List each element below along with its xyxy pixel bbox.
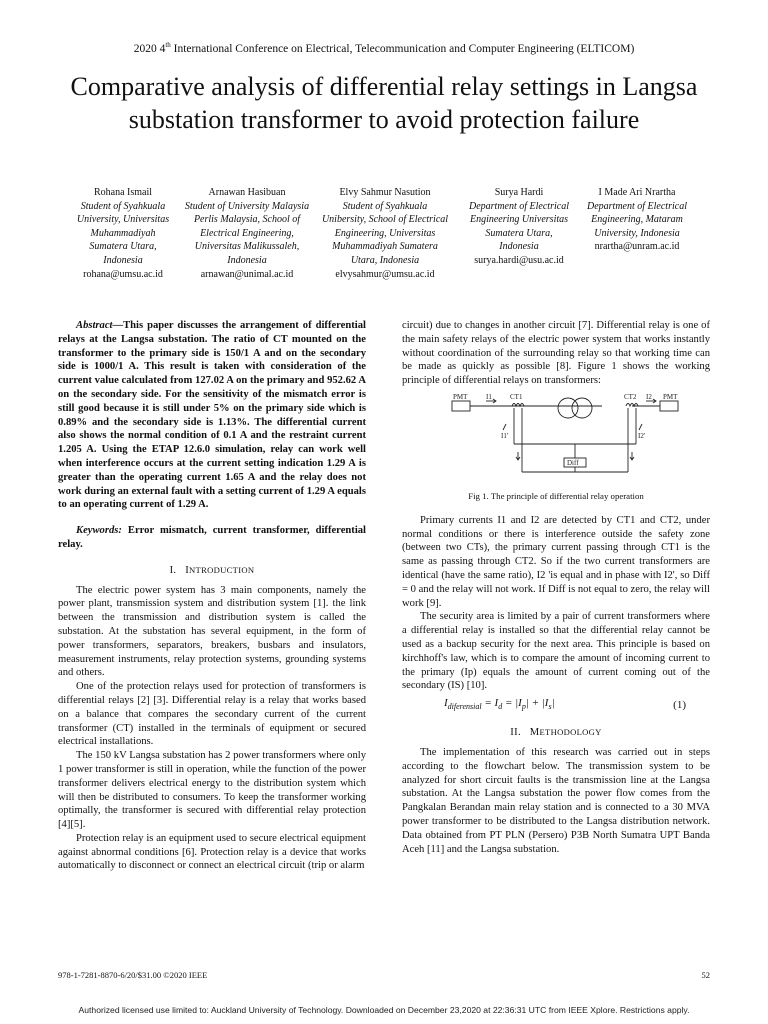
abstract: Abstract—This paper discusses the arrangement of differential relays at the Langsa substation. The ratio of CT mounted on the transformer to the primary side is 150/1 A and on the secondary side is 1000/1 A. This result is taken with consideration of the current value calculated from 127.02 A on the primary and 952.62 A on the secondary side. For the sensitivity of the mismatch error is still good because it is still under 5% on the primary side which is 0.89% and the secondary side is 1.13%. The differential current also shows the normal condition of 0.1 A and the restraint current 1.205 A. Using the ETAP 12.6.0 simulation, relay can work well when interference occurs at the current setting indication 1.29 A is greater than the operating current 1.65 A and the relay does not work during an external fault with a setting current of 1.29 A equals to an operating current of 1.29 A. [58,320,366,511]
section-heading-methodology: II. METHODOLOGY [510,727,602,739]
equation-1 [402,697,710,714]
license-notice: Authorized licensed use limited to: Auckland University of Technology. Downloaded on December 23,2020 at 22:36:31 UTC from IEEE Xplore. Restrictions apply. [78,1005,690,1015]
label-i2: I2 [646,393,652,401]
body-paragraph: One of the protection relays used for protection of transformers is differential relays [2] [3]. Differential relay is a relay that works based on a balance that compares the secondary current of the current transformer (CT) installed in the terminals of equipment or secured electrical installations. [58,681,366,748]
body-paragraph: The electric power system has 3 main components, namely the power plant, transmission system and distribution system [1]. the link between the transmission and distribution system is called the substation. At the substation has several equipment, in the form of power transformers, separators, breakers, busbars and insulators, measurement instruments, relay protection systems, grounding systems and others. [58,584,366,679]
section-heading-introduction: I. INTRODUCTION [169,564,255,576]
conference-header: 2020 4th International Conference on Electrical, Telecommunication and Computer Engineering (ELTICOM) [133,41,635,55]
author-email: arnawan@unimal.ac.id [200,268,294,280]
label-i1-prime: I1' [501,431,509,440]
body-paragraph: Primary currents I1 and I2 are detected by CT1 and CT2, under normal conditions or there is interference outside the safety zone (between two CTs), the primary current passing through CT1 is the same as passing through CT2. So if the two current transformers are identical (have the same ratio), I2 'is equal and in phase with I2', so Diff = 0 and the relay will not work. If Diff is not equal to zero, the relay will work [9]. [402,514,710,609]
author-affiliation: Student of University Malaysia Perlis Malaysia, School of Electrical Engineering, Universitas Malikussaleh, Indonesia [184,200,310,266]
body-paragraph: The security area is limited by a pair of current transformers where a differential relay is installed so that the differential relay cannot be used as a backup security for the next area. This principle is based on kirchhoff's law, which is to compare the amount of incoming current to the primary (Ip) equals the amount of current coming out of the secondary (IS) [10]. [402,611,710,692]
label-diff: Diff [567,458,579,467]
transformer-winding-2 [572,398,592,418]
label-pmt-right: PMT [663,393,678,401]
author-email: elvysahmur@umsu.ac.id [335,268,435,280]
author-affiliation: Department of Electrical Engineering Universitas Sumatera Utara, Indonesia [469,200,569,253]
body-paragraph: The implementation of this research was carried out in steps according to the flowchart below. The transmission system to be analyzed for short circuit faults is the transmission line at the Langsa substation. At the Langsa substation the power flow comes from the Pangkalan Berandan main relay station and is connected to a 30 MVA power transformer to be distributed to the Langsa distribution network. Data obtained from PT PLN (Persero) P3B North Sumatra UPT Banda Aceh [11] and the Langsa substation. [402,746,710,855]
author-1 [58,186,188,281]
body-paragraph: circuit) due to changes in another circuit [7]. Differential relay is one of the main safety relays of the electric power system that works instantly without coordination of the surrounding relay so that working time can be made as quickly as possible [8]. Figure 1 shows the working principle of differential relays on transformers: [402,320,710,387]
page-number: 52 [701,970,710,980]
body-paragraph: Protection relay is an equipment used to secure electrical equipment against abnormal conditions [6]. Protection relay is a device that works automatically to disconnect or connect an electrical circuit (trip or alarm [58,832,366,872]
author-affiliation: Student of Syahkuala University, Universitas Muhammadiyah Sumatera Utara, Indonesia [76,200,170,266]
label-i1: I1 [486,393,492,401]
label-pmt-left: PMT [453,393,468,401]
author-name: I Made Ari Nrartha [598,187,676,198]
isbn-footer: 978-1-7281-8870-6/20/$31.00 ©2020 IEEE [58,970,208,980]
body-paragraph: The 150 kV Langsa substation has 2 power transformers where only 1 power transformer is still in operation, while the function of the power transformer delivers electrical energy to the distribution system which will then be distributed to consumers. To keep the transformer working optimally, the transformer is secured with differential relay protection [4][5]. [58,750,366,831]
right-column [402,319,710,856]
author-affiliation: Student of Syahkuala Unibersity, School of Electrical Engineering, Universitas Muhammadiyah Sumatera Utara, Indonesia [321,200,449,266]
equation-number: (1) [673,698,686,711]
figure-caption: Fig 1. The principle of differential relay operation [468,490,644,501]
paper-title: Comparative analysis of differential relay settings in Langsa substation transformer to avoid protection failure [70,72,698,134]
differential-relay-diagram [402,394,710,484]
left-column [58,319,366,873]
author-5 [572,186,702,254]
equation-body: $I_{diferensial} = I_d = |I_p| + |I_s|$ [444,697,555,712]
author-email: rohana@umsu.ac.id [83,268,163,280]
breaker-right [660,401,678,411]
label-i2-prime: I2' [638,431,646,440]
author-4 [454,186,584,268]
label-ct2: CT2 [624,393,637,401]
author-name: Surya Hardi [494,187,544,198]
author-3 [320,186,450,281]
author-email: surya.hardi@usu.ac.id [474,254,564,266]
author-affiliation: Department of Electrical Engineering, Mataram University, Indonesia [587,200,687,239]
author-name: Elvy Sahmur Nasution [339,187,431,198]
figure-1 [402,394,710,484]
author-name: Arnawan Hasibuan [208,187,286,198]
author-email: nrartha@unram.ac.id [594,241,680,253]
breaker-left [452,401,470,411]
label-ct1: CT1 [510,393,523,401]
keywords: Keywords: Error mismatch, current transformer, differential relay. [58,525,366,550]
author-name: Rohana Ismail [93,187,153,198]
author-2 [182,186,312,281]
